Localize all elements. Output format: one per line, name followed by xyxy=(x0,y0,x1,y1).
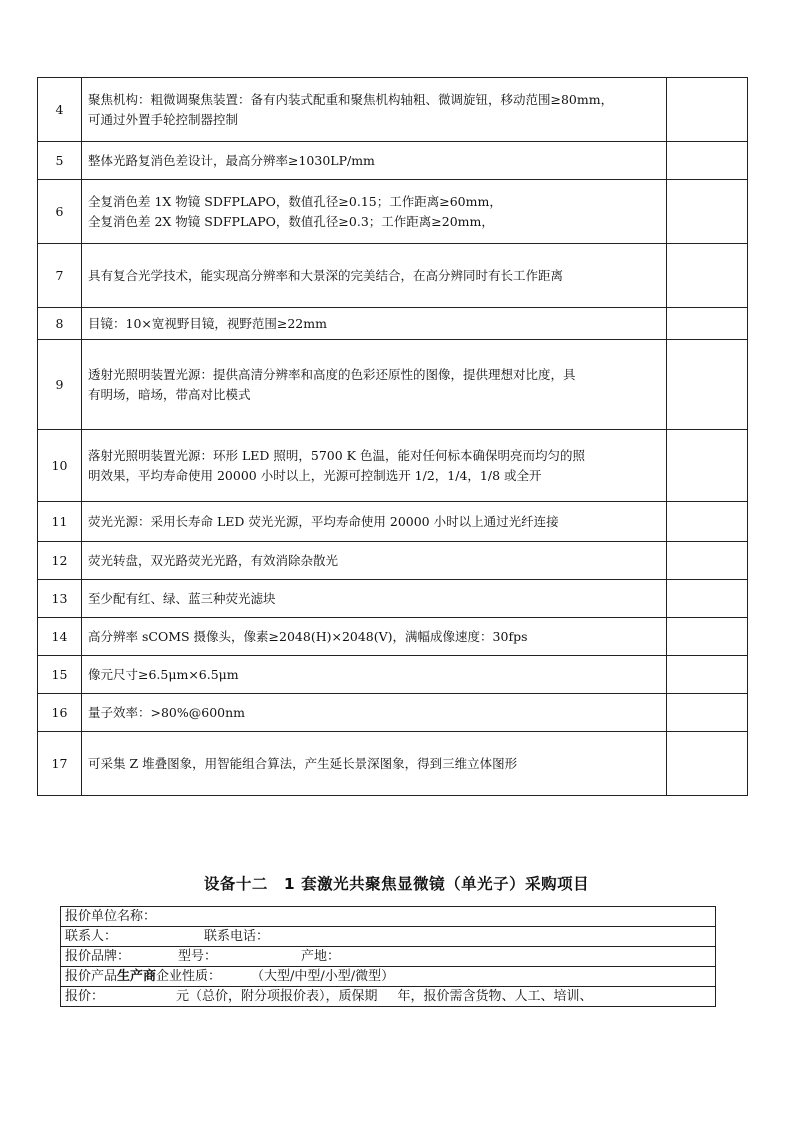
spec-row-description xyxy=(82,732,667,796)
spec-line: 具有复合光学技术，能实现高分辨率和大景深的完美结合，在高分辨同时有长工作距离 xyxy=(88,267,564,283)
spec-row-description xyxy=(82,502,667,542)
spec-row-description xyxy=(82,244,667,308)
spec-row-number: 17 xyxy=(38,732,82,796)
unit-name-field[interactable] xyxy=(61,907,716,927)
contact-label: 联系人： xyxy=(65,929,118,944)
spec-row-response-cell[interactable] xyxy=(667,732,748,796)
spec-row xyxy=(38,244,748,308)
spec-row-description xyxy=(82,694,667,732)
phone-label: 联系电话： xyxy=(204,929,270,944)
spec-row-description xyxy=(82,340,667,430)
spec-row xyxy=(38,656,748,694)
unit-name-label: 报价单位名称： xyxy=(65,909,157,924)
model-label: 型号： xyxy=(178,949,218,964)
nature-options: （大型/中型/小型/微型） xyxy=(251,969,395,984)
nature-field[interactable] xyxy=(61,967,716,987)
section-title: 设备十二 1 套激光共聚焦显微镜（单光子）采购项目 xyxy=(203,875,590,893)
spec-row-response-cell[interactable] xyxy=(667,618,748,656)
spec-row-response-cell[interactable] xyxy=(667,142,748,180)
spec-line: 荧光转盘，双光路荧光光路，有效消除杂散光 xyxy=(88,552,339,568)
quote-form xyxy=(60,906,716,1007)
spec-line: 聚焦机构：粗微调聚焦装置：备有内装式配重和聚焦机构轴粗、微调旋钮，移动范围≥80mm， xyxy=(88,91,614,107)
spec-row-response-cell[interactable] xyxy=(667,580,748,618)
spec-row-number: 11 xyxy=(38,502,82,542)
price-field[interactable] xyxy=(61,987,716,1007)
spec-row xyxy=(38,732,748,796)
spec-row-number: 6 xyxy=(38,180,82,244)
spec-line: 目镜：10×宽视野目镜，视野范围≥22mm xyxy=(88,315,327,331)
spec-line: 至少配有红、绿、蓝三种荧光滤块 xyxy=(88,590,276,606)
spec-row-number: 16 xyxy=(38,694,82,732)
spec-row-response-cell[interactable] xyxy=(667,340,748,430)
spec-row-number: 4 xyxy=(38,78,82,142)
spec-row xyxy=(38,618,748,656)
spec-line: 全复消色差 1X 物镜 SDFPLAPO，数值孔径≥0.15；工作距离≥60mm， xyxy=(88,193,502,209)
spec-row-number: 12 xyxy=(38,542,82,580)
price-label: 报价： xyxy=(65,989,105,1004)
spec-row-number: 9 xyxy=(38,340,82,430)
price-unit: 元（总价，附分项报价表），质保期 xyxy=(176,989,378,1004)
spec-row xyxy=(38,142,748,180)
spec-row xyxy=(38,430,748,502)
spec-row xyxy=(38,308,748,340)
nature-suffix: 企业性质： xyxy=(156,969,222,984)
spec-row-number: 7 xyxy=(38,244,82,308)
spec-table-body xyxy=(38,78,748,796)
spec-row-description xyxy=(82,618,667,656)
spec-line: 量子效率：>80%@600nm xyxy=(88,704,246,720)
nature-bold: 生产商 xyxy=(117,969,157,984)
spec-line: 可采集 Z 堆叠图象，用智能组合算法，产生延长景深图象，得到三维立体图形 xyxy=(88,755,518,771)
spec-row-description xyxy=(82,78,667,142)
spec-row xyxy=(38,78,748,142)
spec-row-number: 5 xyxy=(38,142,82,180)
spec-line: 落射光照明装置光源：环形 LED 照明，5700 K 色温，能对任何标本确保明亮而均匀的照 xyxy=(88,447,585,463)
quote-row-price xyxy=(61,987,716,1007)
spec-row-number: 10 xyxy=(38,430,82,502)
spec-row-response-cell[interactable] xyxy=(667,244,748,308)
spec-row-number: 15 xyxy=(38,656,82,694)
spec-row-description xyxy=(82,656,667,694)
origin-label: 产地： xyxy=(301,949,341,964)
contact-field[interactable] xyxy=(61,927,716,947)
spec-line: 全复消色差 2X 物镜 SDFPLAPO，数值孔径≥0.3；工作距离≥20mm， xyxy=(88,213,494,229)
spec-row-response-cell[interactable] xyxy=(667,502,748,542)
spec-row-description xyxy=(82,142,667,180)
spec-row-response-cell[interactable] xyxy=(667,656,748,694)
spec-line: 整体光路复消色差设计，最高分辨率≥1030LP/mm xyxy=(88,152,375,168)
quote-row-unit xyxy=(61,907,716,927)
nature-prefix: 报价产品 xyxy=(65,969,118,984)
spec-line: 可通过外置手轮控制器控制 xyxy=(88,111,239,127)
brand-field[interactable] xyxy=(61,947,716,967)
warranty-suffix: 年，报价需含货物、人工、培训、 xyxy=(397,989,593,1004)
spec-row-response-cell[interactable] xyxy=(667,180,748,244)
spec-line: 明效果，平均寿命使用 20000 小时以上，光源可控制选开 1/2，1/4，1/8 或全开 xyxy=(88,467,542,483)
quote-row-brand xyxy=(61,947,716,967)
spec-row-description xyxy=(82,180,667,244)
spec-line: 荧光光源：采用长寿命 LED 荧光光源，平均寿命使用 20000 小时以上通过光纤连接 xyxy=(88,513,559,529)
spec-row-number: 8 xyxy=(38,308,82,340)
spec-line: 有明场，暗场，带高对比模式 xyxy=(88,386,251,402)
spec-row-description xyxy=(82,580,667,618)
spec-row xyxy=(38,340,748,430)
spec-row-response-cell[interactable] xyxy=(667,694,748,732)
spec-row xyxy=(38,694,748,732)
spec-row xyxy=(38,180,748,244)
spec-row xyxy=(38,580,748,618)
brand-label: 报价品牌： xyxy=(65,949,131,964)
spec-line: 高分辨率 sCOMS 摄像头，像素≥2048(H)×2048(V)，满幅成像速度：30fps xyxy=(88,628,528,644)
spec-row-response-cell[interactable] xyxy=(667,430,748,502)
spec-row-response-cell[interactable] xyxy=(667,308,748,340)
spec-row-description xyxy=(82,308,667,340)
quote-row-contact xyxy=(61,927,716,947)
spec-table xyxy=(37,77,748,796)
spec-row-description xyxy=(82,430,667,502)
spec-row-description xyxy=(82,542,667,580)
spec-row-response-cell[interactable] xyxy=(667,542,748,580)
spec-row-number: 13 xyxy=(38,580,82,618)
spec-line: 像元尺寸≥6.5μm×6.5μm xyxy=(88,666,239,682)
spec-row-response-cell[interactable] xyxy=(667,78,748,142)
spec-row xyxy=(38,502,748,542)
spec-row xyxy=(38,542,748,580)
quote-row-nature xyxy=(61,967,716,987)
spec-row-number: 14 xyxy=(38,618,82,656)
spec-line: 透射光照明装置光源：提供高清分辨率和高度的色彩还原性的图像，提供理想对比度，具 xyxy=(88,366,576,382)
